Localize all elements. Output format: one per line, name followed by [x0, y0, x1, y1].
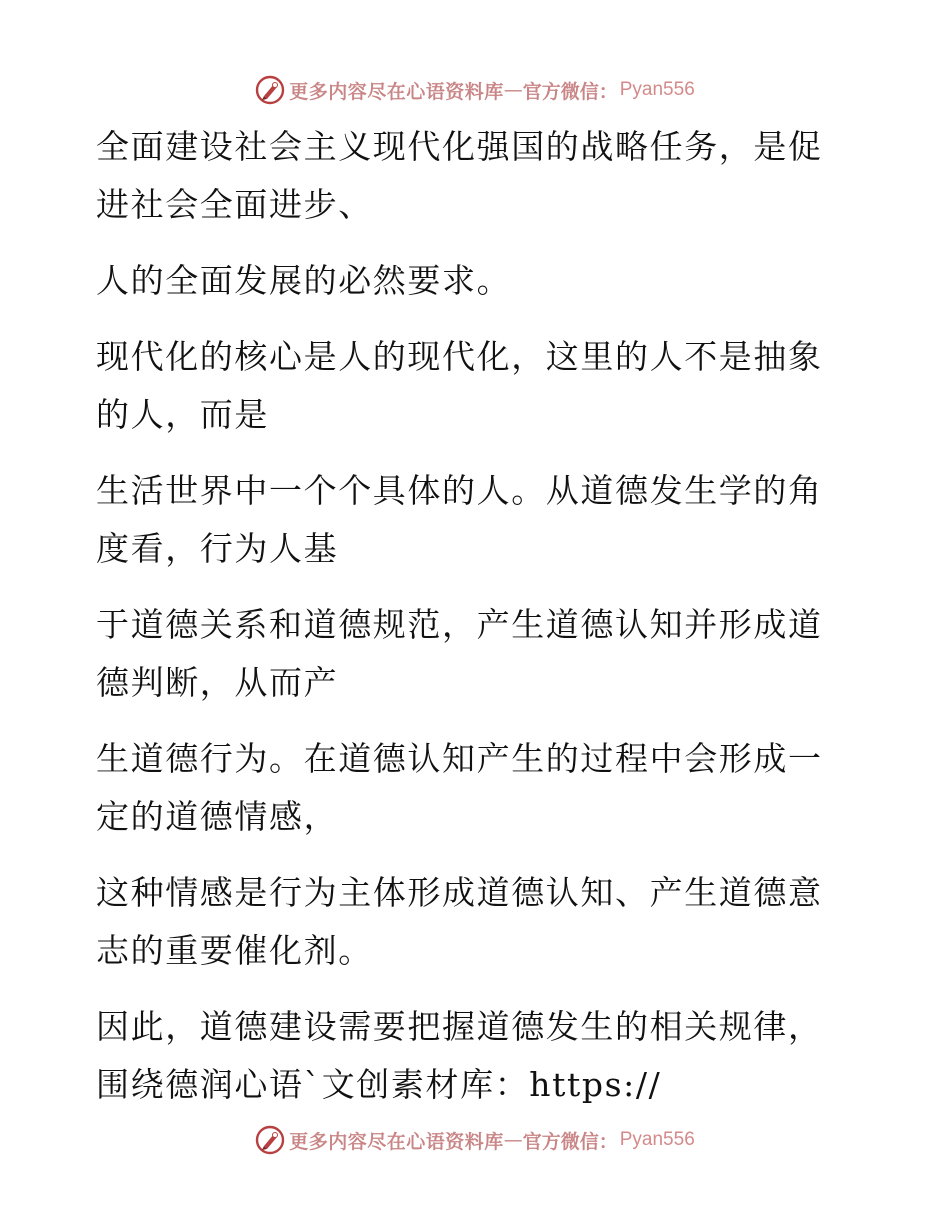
text-line: 因此，道德建设需要把握道德发生的相关规律，	[96, 1007, 823, 1046]
banner-separator: —	[503, 1129, 523, 1151]
banner-wechat-id: Pyan556	[619, 79, 695, 100]
banner-text: 更多内容尽在心语资料库	[289, 80, 504, 103]
banner-separator: —	[503, 79, 523, 101]
pen-logo-icon	[255, 75, 285, 105]
paragraph	[96, 864, 836, 980]
text-line: 进社会全面进步、	[96, 185, 373, 224]
banner-wechat-id: Pyan556	[619, 1129, 695, 1150]
paragraph	[96, 998, 836, 1114]
footer-banner	[0, 1120, 950, 1160]
text-line: 度看，行为人基	[96, 529, 339, 568]
text-line: 围绕德润心语`文创素材库：https://	[96, 1065, 662, 1104]
paragraph	[96, 462, 836, 578]
pen-logo-icon	[255, 1125, 285, 1155]
banner-wechat-label: 官方微信：	[522, 80, 618, 103]
banner-text: 更多内容尽在心语资料库	[289, 1130, 504, 1153]
paragraph	[96, 118, 836, 234]
banner-wechat-label: 官方微信：	[522, 1130, 618, 1153]
text-line: 人的全面发展的必然要求。	[96, 261, 512, 300]
text-line: 全面建设社会主义现代化强国的战略任务，是促	[96, 127, 823, 166]
text-line: 的人，而是	[96, 395, 269, 434]
paragraph	[96, 328, 836, 444]
text-line: 现代化的核心是人的现代化，这里的人不是抽象	[96, 337, 823, 376]
text-line: 于道德关系和道德规范，产生道德认知并形成道	[96, 605, 823, 644]
paragraph	[96, 730, 836, 846]
text-line: 生活世界中一个个具体的人。从道德发生学的角	[96, 471, 823, 510]
text-line: 这种情感是行为主体形成道德认知、产生道德意	[96, 873, 823, 912]
document-body	[96, 118, 836, 1114]
paragraph	[96, 252, 836, 310]
paragraph	[96, 596, 836, 712]
text-line: 志的重要催化剂。	[96, 931, 373, 970]
text-line: 生道德行为。在道德认知产生的过程中会形成一	[96, 739, 823, 778]
text-line: 德判断，从而产	[96, 663, 339, 702]
text-line: 定的道德情感，	[96, 797, 339, 836]
header-banner	[0, 70, 950, 110]
